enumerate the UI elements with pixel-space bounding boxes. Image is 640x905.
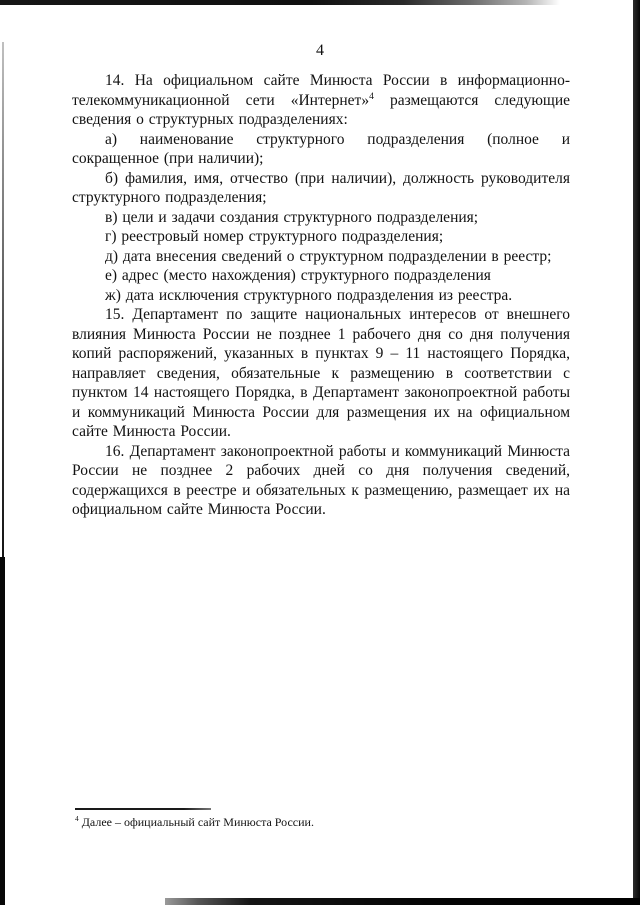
paragraph-14-text-before-ref: 14. На официальном сайте Минюста России в информационно-телекоммуникационной сети «Интернет» bbox=[72, 72, 570, 109]
footnote-4 bbox=[75, 815, 573, 829]
list-item-b: б) фамилия, имя, отчество (при наличии), должность руководителя структурного подразделения; bbox=[72, 169, 570, 206]
list-item-g: г) реестровый номер структурного подразделения; bbox=[105, 228, 444, 245]
list-item-zh: ж) дата исключения структурного подразделения из реестра. bbox=[105, 286, 513, 304]
paragraph-14-text-after-ref: размещаются следующие сведения о структурных подразделениях: bbox=[72, 91, 571, 128]
document-body bbox=[72, 71, 570, 520]
page-number: 4 bbox=[316, 42, 324, 59]
footnote-separator-line bbox=[75, 808, 211, 810]
footnote-4-text: Далее – официальный сайт Минюста России. bbox=[78, 815, 314, 829]
scan-artifact-top-edge bbox=[0, 0, 560, 5]
footnote-reference-4: 4 bbox=[369, 90, 374, 102]
paragraph-15: 15. Департамент по защите национальных интересов от внешнего влияния Минюста России не позднее 1 рабочего дня со дня получения копий распоряжений, указанных в пунктах 9 – 11 настоящего Порядка, направляет сведения, обязательные к размещению в соответствии с пунктом 14 настоящего Порядка, в Департамент законопроектной работы и коммуникаций Минюста России для размещения их на официальном сайте Минюста России. bbox=[72, 306, 570, 440]
paragraph-14 bbox=[72, 71, 570, 130]
scan-artifact-left-edge-lower bbox=[0, 557, 5, 905]
footnote-4-marker: 4 bbox=[75, 814, 79, 823]
list-item-e: е) адрес (место нахождения) структурного подразделения bbox=[105, 267, 491, 284]
list-item-v: в) цели и задачи создания структурного подразделения; bbox=[105, 208, 479, 226]
list-item-a: а) наименование структурного подразделения (полное и сокращенное (при наличии); bbox=[72, 130, 570, 167]
paragraph-16: 16. Департамент законопроектной работы и коммуникаций Минюста России не позднее 2 рабочих дней со дня получения сведений, содержащихся в реестре и обязательных к размещению, размещает их на официальном сайте Минюста России. bbox=[72, 442, 570, 518]
scan-artifact-right-edge bbox=[633, 0, 640, 905]
footnote-section bbox=[75, 808, 573, 829]
scan-artifact-bottom-edge bbox=[165, 898, 640, 905]
list-item-d: д) дата внесения сведений о структурном подразделении в реестр; bbox=[105, 247, 552, 265]
